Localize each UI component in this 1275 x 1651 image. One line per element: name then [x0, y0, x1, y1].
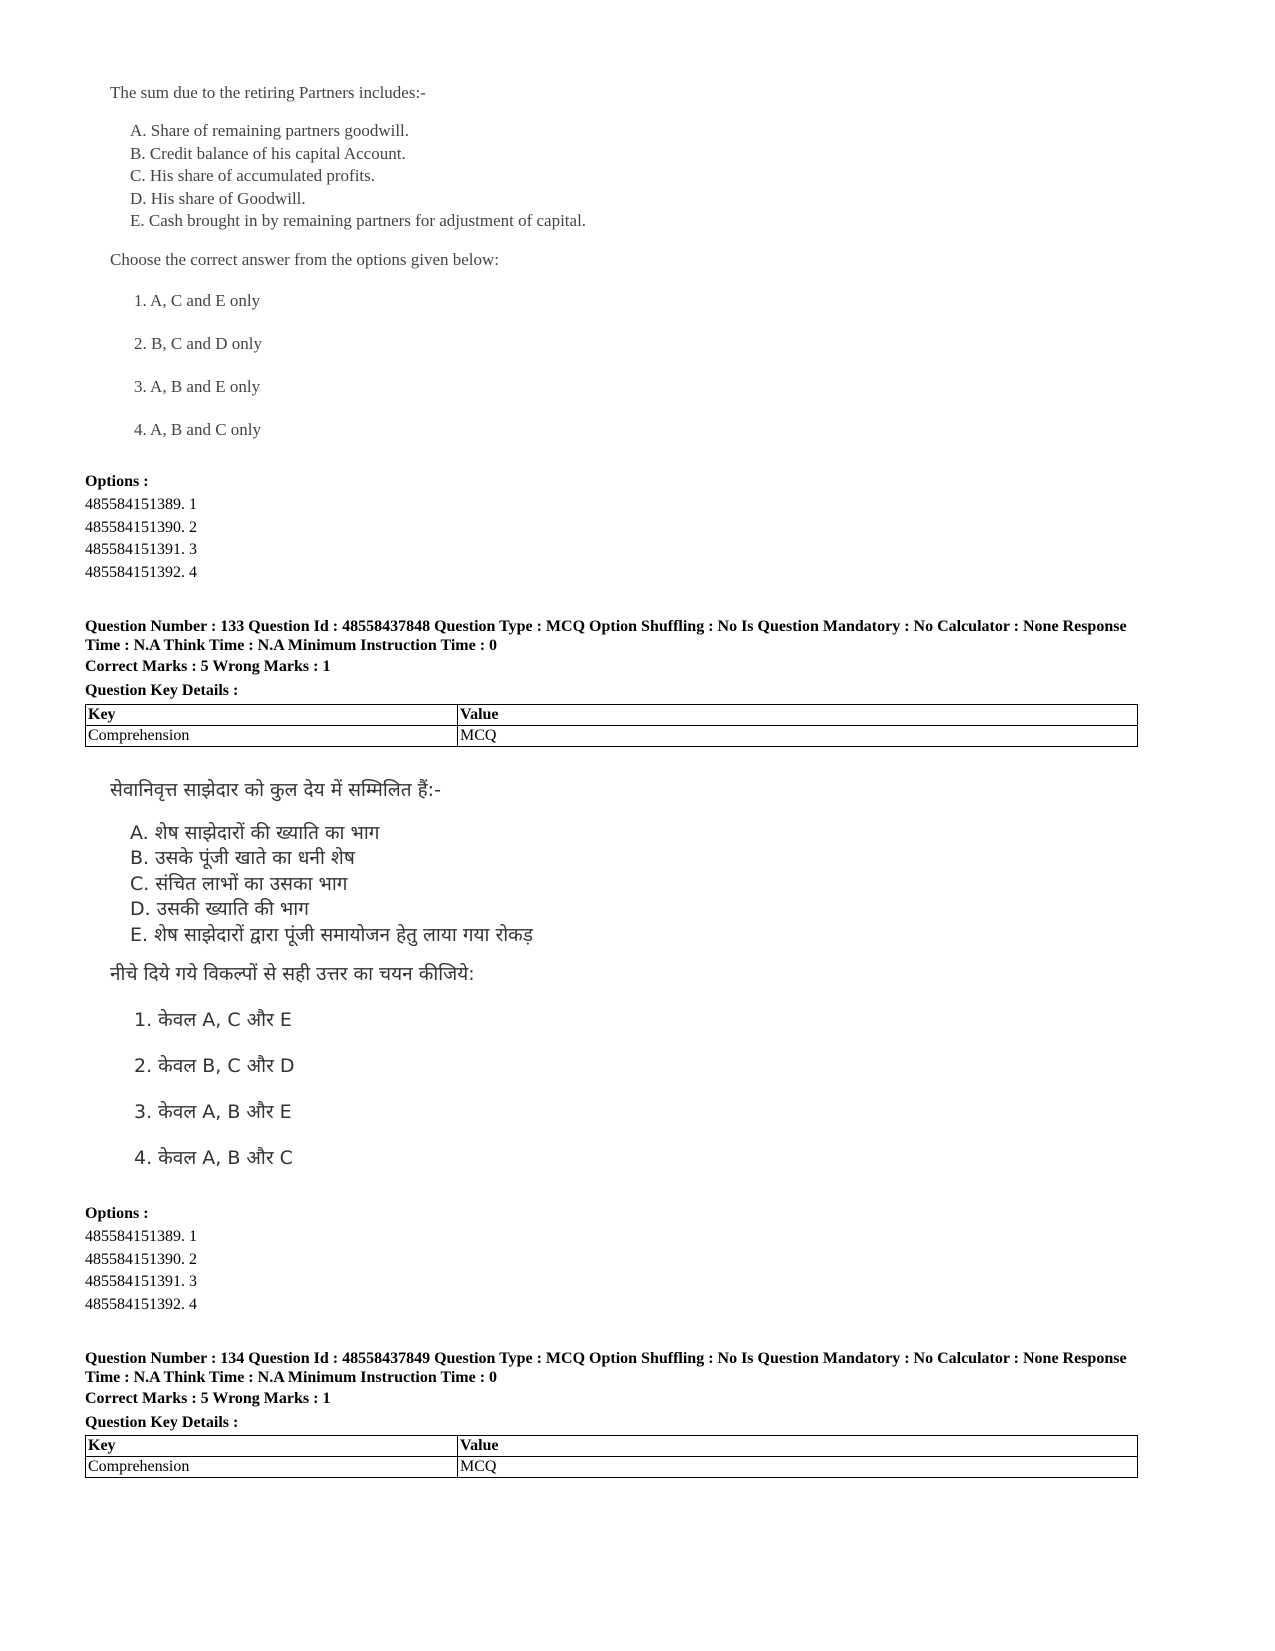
option-id-1: 485584151389. 1: [85, 495, 197, 513]
answer-option-4: 4. A, B and C only: [134, 419, 262, 439]
question-meta: Question Number : 133 Question Id : 48558437848 Question Type : MCQ Option Shuffling : No Is Question Mandatory : No Calculator : None Response Time : N.A Think Time : N.A Minimum Instruction Time : 0: [85, 618, 1127, 654]
table-header-row: [86, 705, 1138, 726]
answer-option-1-hindi: 1. केवल A, C और E: [134, 1008, 292, 1031]
statement-d-hindi: D. उसकी ख्याति की भाग: [130, 898, 309, 921]
question-marks: Correct Marks : 5 Wrong Marks : 1: [85, 1390, 331, 1407]
options-block: [85, 471, 197, 585]
choose-instruction-hindi: नीचे दिये गये विकल्पों से सही उत्तर का चयन कीजिये:: [110, 963, 475, 986]
table-header-row: [86, 1436, 1138, 1457]
statement-a-hindi: A. शेष साझेदारों की ख्याति का भाग: [130, 821, 380, 844]
options-label: Options :: [85, 1205, 149, 1222]
answer-option-4-hindi: 4. केवल A, B और C: [134, 1146, 293, 1169]
table-row: [86, 726, 1138, 747]
table-header-key: Key: [86, 705, 458, 726]
table-cell-value: MCQ: [458, 726, 1138, 747]
table-cell-value: MCQ: [458, 1457, 1138, 1478]
question-marks: Correct Marks : 5 Wrong Marks : 1: [85, 658, 331, 675]
statement-b-hindi: B. उसके पूंजी खाते का धनी शेष: [130, 847, 355, 870]
question-stem: The sum due to the retiring Partners includes:-: [110, 83, 426, 102]
answer-option-3: 3. A, B and E only: [134, 376, 261, 396]
question-meta: Question Number : 134 Question Id : 48558437849 Question Type : MCQ Option Shuffling : No Is Question Mandatory : No Calculator : None Response Time : N.A Think Time : N.A Minimum Instruction Time : 0: [85, 1350, 1127, 1386]
table-header-value: Value: [458, 705, 1138, 726]
question-key-table: [85, 704, 1138, 747]
statement-c: C. His share of accumulated profits.: [130, 166, 376, 186]
option-id-2: 485584151390. 2: [85, 518, 197, 536]
option-id-3: 485584151391. 3: [85, 1273, 197, 1291]
option-id-2: 485584151390. 2: [85, 1250, 197, 1268]
question-key-table: [85, 1435, 1138, 1478]
answer-option-2-hindi: 2. केवल B, C और D: [134, 1054, 295, 1077]
statement-e: E. Cash brought in by remaining partners for adjustment of capital.: [130, 211, 587, 231]
option-id-3: 485584151391. 3: [85, 541, 197, 559]
answer-option-1: 1. A, C and E only: [134, 290, 261, 310]
table-header-value: Value: [458, 1436, 1138, 1457]
options-label: Options :: [85, 473, 149, 490]
statement-d: D. His share of Goodwill.: [130, 188, 306, 208]
question-image-hindi: [110, 778, 533, 1181]
statement-c-hindi: C. संचित लाभों का उसका भाग: [130, 872, 348, 895]
option-id-4: 485584151392. 4: [85, 1296, 197, 1314]
statement-e-hindi: E. शेष साझेदारों द्वारा पूंजी समायोजन हेतु लाया गया रोकड़: [130, 923, 533, 946]
table-row: [86, 1457, 1138, 1478]
answer-option-2: 2. B, C and D only: [134, 333, 262, 353]
option-id-1: 485584151389. 1: [85, 1227, 197, 1245]
question-image-english: [110, 82, 586, 451]
question-key-details-label: Question Key Details :: [85, 1414, 239, 1431]
question-stem-hindi: सेवानिवृत्त साझेदार को कुल देय में सम्मिलित हैं:-: [110, 779, 441, 801]
options-block: [85, 1203, 197, 1317]
table-header-key: Key: [86, 1436, 458, 1457]
choose-instruction: Choose the correct answer from the options given below:: [110, 249, 500, 269]
option-id-4: 485584151392. 4: [85, 564, 197, 582]
question-key-details-label: Question Key Details :: [85, 682, 239, 699]
statement-b: B. Credit balance of his capital Account.: [130, 143, 406, 163]
table-cell-key: Comprehension: [86, 1457, 458, 1478]
table-cell-key: Comprehension: [86, 726, 458, 747]
statement-a: A. Share of remaining partners goodwill.: [130, 121, 410, 141]
answer-option-3-hindi: 3. केवल A, B और E: [134, 1100, 292, 1123]
